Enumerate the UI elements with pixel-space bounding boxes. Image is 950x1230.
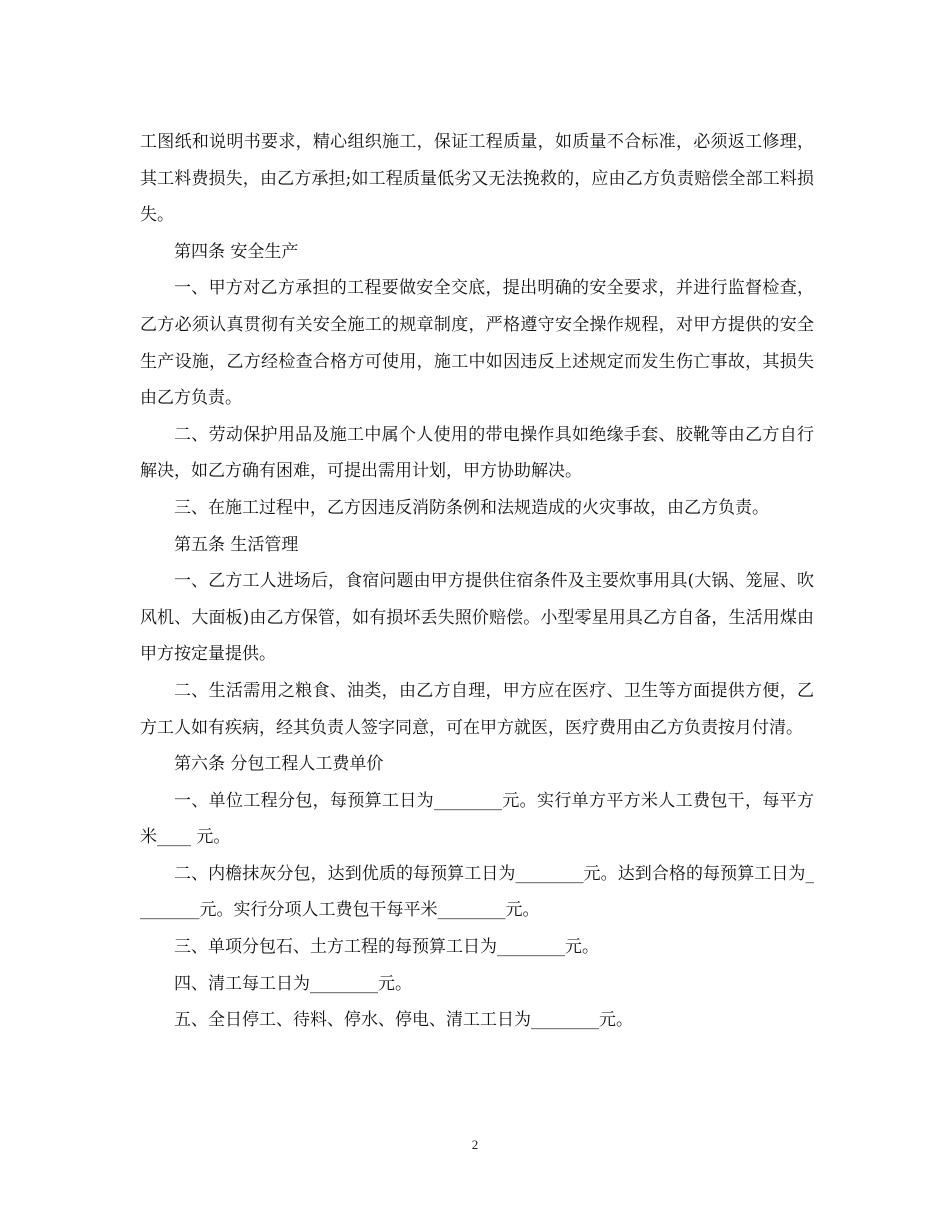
article-6-heading: 第六条 分包工程人工费单价 bbox=[174, 754, 384, 775]
paragraph-7: 一、乙方工人进场后，食宿问题由甲方提供住宿条件及主要炊事用具(大锅、笼屉、吹风机、大面板)由乙方保管，如有损坏丢失照价赔偿。小型零星用具乙方自备，生活用煤由甲方按定量提供。 bbox=[140, 571, 814, 665]
paragraph-11: 二、内檐抹灰分包，达到优质的每预算工日为________元。达到合格的每预算工日为________元。实行分项人工费包干每平米________元。 bbox=[140, 863, 814, 921]
paragraph-1: 工图纸和说明书要求，精心组织施工，保证工程质量，如质量不合标准，必须返工修理，其工料费损失，由乙方承担;如工程质量低劣又无法挽救的，应由乙方负责赔偿全部工料损失。 bbox=[140, 132, 814, 226]
paragraph-8: 二、生活需用之粮食、油类，由乙方自理，甲方应在医疗、卫生等方面提供方便，乙方工人如有疾病，经其负责人签字同意，可在甲方就医，医疗费用由乙方负责按月付清。 bbox=[140, 680, 814, 738]
page-number: 2 bbox=[471, 1137, 479, 1152]
document-page bbox=[140, 124, 814, 1039]
paragraph-4: 二、劳动保护用品及施工中属个人使用的带电操作具如绝缘手套、胶靴等由乙方自行解决，如乙方确有困难，可提出需用计划，甲方协助解决。 bbox=[140, 424, 814, 482]
paragraph-12: 三、单项分包石、土方工程的每预算工日为________元。 bbox=[174, 937, 599, 958]
paragraph-5: 三、在施工过程中，乙方因违反消防条例和法规造成的火灾事故，由乙方负责。 bbox=[174, 497, 769, 518]
paragraph-14: 五、全日停工、待料、停水、停电、清工工日为________元。 bbox=[174, 1010, 633, 1031]
paragraph-3: 一、甲方对乙方承担的工程要做安全交底，提出明确的安全要求，并进行监督检查，乙方必须认真贯彻有关安全施工的规章制度，严格遵守安全操作规程，对甲方提供的安全生产设施，乙方经检查合格方可使用，施工中如因违反上述规定而发生伤亡事故，其损失由乙方负责。 bbox=[140, 278, 814, 409]
article-5-heading: 第五条 生活管理 bbox=[174, 534, 299, 555]
article-4-heading: 第四条 安全生产 bbox=[174, 241, 299, 262]
paragraph-13: 四、清工每工日为________元。 bbox=[174, 973, 412, 994]
paragraph-10: 一、单位工程分包，每预算工日为________元。实行单方平方米人工费包干，每平方米____ 元。 bbox=[140, 790, 814, 848]
